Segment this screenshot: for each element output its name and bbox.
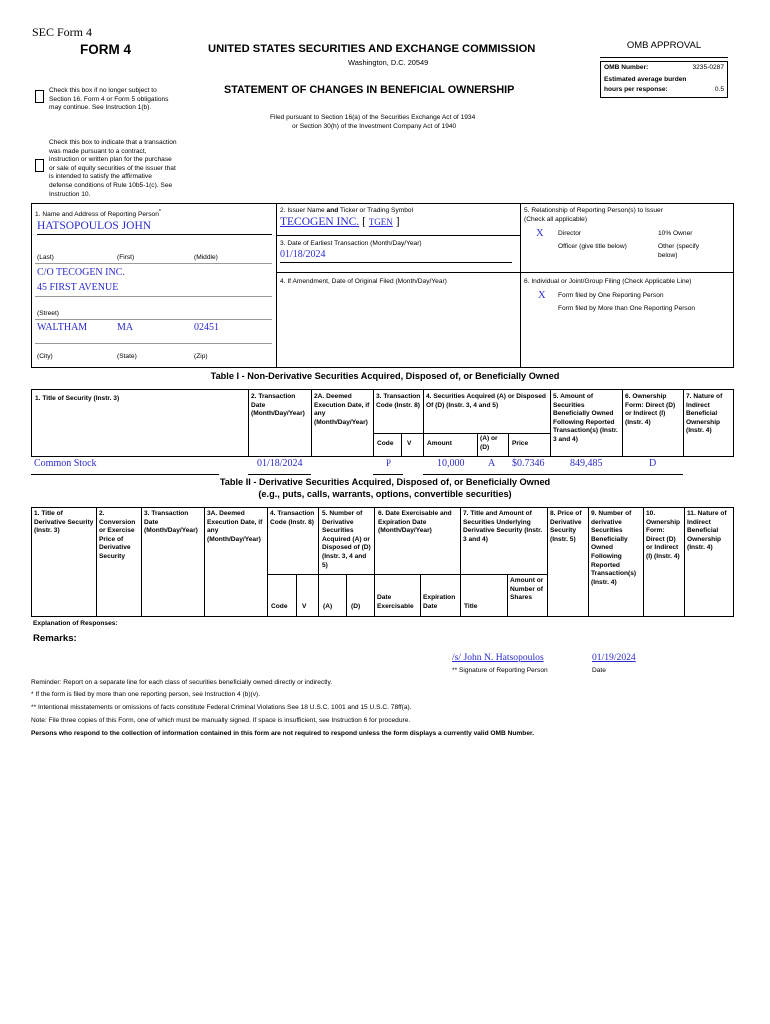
- reporting-person-name: HATSOPOULOS JOHN: [37, 220, 272, 235]
- t1-h5: 5. Amount of Securities Beneficially Owned Following Reported Transaction(s) (Instr. 3 and 4): [553, 393, 618, 443]
- checkbox2-text: Check this box to indicate that a transaction was made pursuant to a contract, instruction or written plan for the purchase or sale of equity securities of the issuer that is intended to satisfy the affirmative defense conditions of Rule 10b5-1(c). See Instruction 10.: [49, 139, 177, 198]
- t2-date-exercisable: Date Exercisable: [377, 594, 414, 610]
- more-persons-label: Form filed by More than One Reporting Person: [558, 305, 696, 312]
- omb-hours-value: 0.5: [714, 86, 724, 94]
- t2-h11: 11. Nature of Indirect Beneficial Ownership (Instr. 4): [687, 510, 727, 552]
- t1-h3: 3. Transaction Code (Instr. 8): [376, 393, 421, 409]
- doc-label: SEC Form 4: [32, 25, 93, 39]
- t2-a: (A): [323, 603, 333, 610]
- table1-title: Table I - Non-Derivative Securities Acquired, Disposed of, or Beneficially Owned: [210, 371, 560, 381]
- transaction-date: 01/18/2024: [257, 458, 303, 469]
- one-person-label: Form filed by One Reporting Person: [558, 292, 664, 299]
- middle-label: (Middle): [194, 254, 218, 261]
- transaction-code: P: [386, 458, 392, 468]
- earliest-transaction-date: 01/18/2024: [280, 249, 512, 263]
- zip-label: (Zip): [194, 353, 208, 360]
- t2-h4: 4. Transaction Code (Instr. 8): [270, 510, 315, 526]
- owned-following: 849,485: [570, 458, 603, 469]
- other-label: Other (specify below): [658, 243, 700, 259]
- table2-title: Table II - Derivative Securities Acquired, Disposed of, or Beneficially Owned (e.g., puts, calls, warrants, options, convertible securities): [219, 477, 551, 499]
- rule-10b5-1-checkbox[interactable]: [35, 159, 44, 172]
- last-label: (Last): [37, 254, 54, 261]
- t1-h7: 7. Nature of Indirect Beneficial Ownership (Instr. 4): [686, 393, 723, 435]
- star-note: * If the form is filed by more than one reporting person, see Instruction 4 (b)(v).: [31, 691, 261, 698]
- issuer-name: TECOGEN INC.: [280, 216, 360, 228]
- omb-approval-box: [600, 40, 728, 98]
- t2-expiration: Expiration Date: [423, 594, 456, 610]
- t2-h9: 9. Number of derivative Securities Beneficially Owned Following Reported Transaction(s) (Instr. 4): [591, 510, 637, 586]
- box1-label: 1. Name and Address of Reporting Person*: [35, 209, 162, 219]
- street-label: (Street): [37, 310, 59, 317]
- t1-aord: (A) or (D): [480, 435, 498, 451]
- ownership-form: D: [649, 458, 657, 469]
- signature-date: 01/19/2024: [592, 652, 636, 663]
- omb-number-value: 3235-0287: [692, 64, 724, 71]
- persons-note: Persons who respond to the collection of information contained in this form are not required to respond unless the form displays a currently valid OMB Number.: [31, 730, 535, 737]
- checkbox1-text: Check this box if no longer subject to Section 16. Form 4 or Form 5 obligations may continue. See Instruction 1(b).: [49, 87, 169, 112]
- date-label: Date: [592, 667, 606, 674]
- t1-h4: 4. Securities Acquired (A) or Disposed Of (D) (Instr. 3, 4 and 5): [426, 393, 546, 409]
- box3-label: 3. Date of Earliest Transaction (Month/Day/Year): [280, 240, 422, 247]
- t2-h3a: 3A. Deemed Execution Date, if any (Month/Day/Year): [207, 510, 263, 543]
- acquired-disposed: A: [488, 458, 496, 469]
- price-value: $0.7346: [512, 458, 545, 469]
- t1-code: Code: [377, 440, 394, 447]
- t1-h2: 2. Transaction Date (Month/Day/Year): [251, 393, 305, 418]
- table-row: [31, 458, 734, 474]
- ticker-symbol: TGEN: [368, 217, 393, 227]
- filed-pursuant-1: Filed pursuant to Section 16(a) of the Securities Exchange Act of 1934: [270, 114, 476, 121]
- t2-h3: 3. Transaction Date (Month/Day/Year): [144, 510, 198, 535]
- t2-h10: 10. Ownership Form: Direct (D) or Indirect (I) (Instr. 4): [646, 510, 681, 560]
- t2-code: Code: [271, 603, 288, 610]
- ten-percent-owner-label: 10% Owner: [658, 230, 693, 237]
- omb-title: OMB APPROVAL: [600, 40, 728, 58]
- omb-burden-label: Estimated average burden: [604, 75, 687, 83]
- reminder-note: Reminder: Report on a separate line for each class of securities beneficially owned directly or indirectly.: [31, 679, 333, 686]
- t2-h1: 1. Title of Derivative Security (Instr. 3): [34, 510, 94, 535]
- t1-v: V: [407, 440, 412, 447]
- t2-amount-shares: Amount or Number of Shares: [510, 577, 544, 602]
- officer-label: Officer (give title below): [558, 243, 627, 250]
- t2-v: V: [302, 603, 307, 610]
- city-value: WALTHAM: [37, 322, 88, 333]
- director-mark[interactable]: X: [536, 228, 544, 239]
- t2-h5: 5. Number of Derivative Securities Acquired (A) or Disposed of (D) (Instr. 3, 4 and 5): [322, 510, 371, 569]
- omb-hours-label: hours per response:: [604, 86, 668, 94]
- form-title: FORM 4: [80, 42, 132, 57]
- t1-h6: 6. Ownership Form: Direct (D) or Indirect (I) (Instr. 4): [625, 393, 676, 426]
- box4-label: 4. If Amendment, Date of Original Filed (Month/Day/Year): [280, 278, 447, 285]
- state-label: (State): [117, 353, 137, 360]
- t2-h2: 2. Conversion or Exercise Price of Derivative Security: [99, 510, 136, 560]
- zip-value: 02451: [194, 322, 219, 333]
- agency-title: UNITED STATES SECURITIES AND EXCHANGE COMMISSION: [208, 43, 536, 55]
- omb-number-label: OMB Number:: [604, 64, 649, 71]
- address-line2: 45 FIRST AVENUE: [37, 282, 119, 293]
- box5-label2: (Check all applicable): [524, 216, 588, 223]
- t2-d: (D): [351, 603, 361, 610]
- signature-label: ** Signature of Reporting Person: [452, 667, 548, 674]
- t1-h2a: 2A. Deemed Execution Date, if any (Month/Day/Year): [314, 393, 370, 426]
- double-star-note: ** Intentional misstatements or omissions of facts constitute Federal Criminal Violations See 18 U.S.C. 1001 and 15 U.S.C. 78ff(a).: [31, 704, 412, 711]
- signature: /s/ John N. Hatsopoulos: [452, 652, 544, 663]
- explanation-label: Explanation of Responses:: [33, 620, 118, 627]
- filed-pursuant-2: or Section 30(h) of the Investment Company Act of 1940: [292, 123, 457, 130]
- t2-title: Title: [464, 603, 478, 610]
- first-label: (First): [117, 254, 135, 261]
- box6-label: 6. Individual or Joint/Group Filing (Check Applicable Line): [524, 278, 692, 285]
- t1-amount: Amount: [427, 440, 452, 447]
- statement-title: STATEMENT OF CHANGES IN BENEFICIAL OWNERSHIP: [224, 84, 515, 96]
- one-person-mark[interactable]: X: [538, 290, 546, 301]
- box5-label1: 5. Relationship of Reporting Person(s) to Issuer: [524, 207, 663, 214]
- agency-city: Washington, D.C. 20549: [348, 58, 429, 67]
- address-line1: C/O TECOGEN INC.: [37, 267, 125, 278]
- issuer-line: TECOGEN INC. [ TGEN ]: [280, 216, 400, 228]
- remarks-label: Remarks:: [33, 633, 77, 644]
- state-value: MA: [117, 322, 134, 333]
- t1-h1: 1. Title of Security (Instr. 3): [35, 395, 120, 402]
- t2-h6: 6. Date Exercisable and Expiration Date (Month/Day/Year): [378, 510, 452, 535]
- security-title: Common Stock: [34, 458, 97, 469]
- box2-label: 2. Issuer Name and Ticker or Trading Symbol: [280, 207, 414, 214]
- file-note: Note: File three copies of this Form, one of which must be manually signed. If space is insufficient, see Instruction 6 for procedure.: [31, 717, 411, 724]
- no-longer-subject-checkbox[interactable]: [35, 90, 44, 103]
- t1-price: Price: [512, 440, 529, 447]
- t2-h7: 7. Title and Amount of Securities Underlying Derivative Security (Instr. 3 and 4): [463, 510, 543, 543]
- city-label: (City): [37, 353, 53, 360]
- director-label: Director: [558, 230, 582, 237]
- amount-value: 10,000: [437, 458, 465, 469]
- t2-h8: 8. Price of Derivative Security (Instr. 5): [550, 510, 582, 543]
